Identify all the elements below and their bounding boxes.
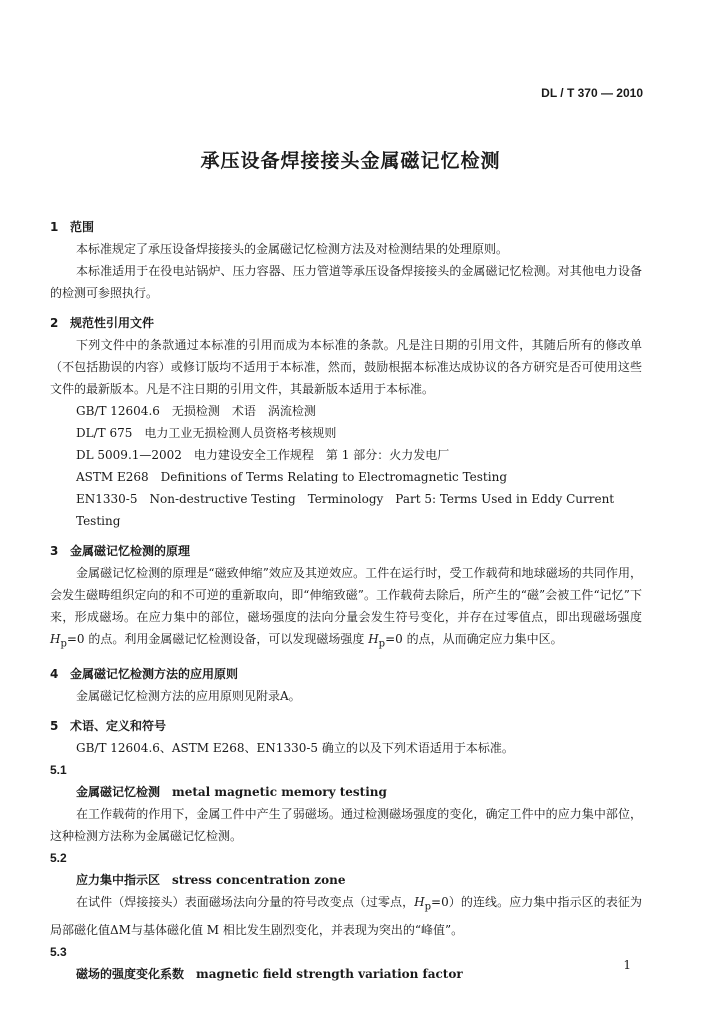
s1-para-2: 本标准适用于在役电站锅炉、压力容器、压力管道等承压设备焊接接头的金属磁记忆检测。对其他电力设备的检测可参照执行。: [50, 264, 642, 300]
term-definition-5-1: 在工作载荷的作用下，金属工件中产生了弱磁场。通过检测磁场强度的变化，确定工件中的应力集中部位，这种检测方法称为金属磁记忆检测。: [50, 807, 642, 844]
section-heading-2: 2 规范性引用文件: [50, 316, 155, 330]
term-title-5-3: 磁场的强度变化系数 magnetic field strength variation factor: [76, 966, 463, 981]
reference-item: ASTM E268 Definitions of Terms Relating to Electromagnetic Testing: [76, 470, 507, 484]
document-body: [50, 216, 642, 985]
s3-para: 金属磁记忆检测的原理是“磁致伸缩”效应及其逆效应。工件在运行时，受工作载荷和地球磁场的共同作用，会发生磁畴组织定向的和不可逆的重新取向，即“伸缩致磁”。工作载荷去除后，所产生的“磁”会被工件“记忆”下来，形成磁场。在应力集中的部位，磁场强度的法向分量会发生符号变化，并存在过零值点，即出现磁场强度 $H_p=0$ 的点。利用金属磁记忆检测设备，可以发现磁场强度 $H_p=0$ 的点，从而确定应力集中区。: [50, 566, 642, 650]
s5-intro: GB/T 12604.6、ASTM E268、EN1330-5 确立的以及下列术语适用于本标准。: [76, 741, 514, 756]
reference-item: EN1330-5 Non-destructive Testing Terminology Part 5: Terms Used in Eddy Current Testing: [76, 492, 615, 528]
page-title: 承压设备焊接接头金属磁记忆检测: [200, 150, 501, 172]
section-heading-5: 5 术语、定义和符号: [50, 719, 167, 734]
term-number-5-1: 5.1: [50, 763, 67, 778]
term-number-5-2: 5.2: [50, 851, 67, 866]
reference-item: DL/T 675 电力工业无损检测人员资格考核规则: [76, 426, 337, 440]
section-heading-3: 3 金属磁记忆检测的原理: [50, 544, 191, 558]
term-definition-5-2: 在试件（焊接接头）表面磁场法向分量的符号改变点（过零点，$H_p=0$）的连线。应力集中指示区的表征为局部磁化值ΔM与基体磁化值 M 相比发生剧烈变化，并表现为突出的“峰值”。: [50, 895, 642, 937]
standard-number: DL / T 370 — 2010: [541, 86, 643, 100]
page-number: 1: [623, 958, 631, 972]
s2-intro: 下列文件中的条款通过本标准的引用而成为本标准的条款。凡是注日期的引用文件，其随后所有的修改单（不包括勘误的内容）或修订版均不适用于本标准，然而，鼓励根据本标准达成协议的各方研究是否可使用这些文件的最新版本。凡是不注日期的引用文件，其最新版本适用于本标准。: [50, 338, 642, 396]
term-title-5-2: 应力集中指示区 stress concentration zone: [76, 873, 346, 888]
term-title-5-1: 金属磁记忆检测 metal magnetic memory testing: [76, 785, 387, 800]
section-heading-1: 1 范围: [50, 220, 95, 234]
s4-para: 金属磁记忆检测方法的应用原则见附录A。: [76, 689, 301, 704]
section-heading-4: 4 金属磁记忆检测方法的应用原则: [50, 667, 239, 682]
s1-para-1: 本标准规定了承压设备焊接接头的金属磁记忆检测方法及对检测结果的处理原则。: [76, 242, 509, 256]
reference-item: DL 5009.1—2002 电力建设安全工作规程 第 1 部分：火力发电厂: [76, 448, 450, 462]
reference-item: GB/T 12604.6 无损检测 术语 涡流检测: [76, 404, 316, 418]
term-number-5-3: 5.3: [50, 944, 67, 959]
